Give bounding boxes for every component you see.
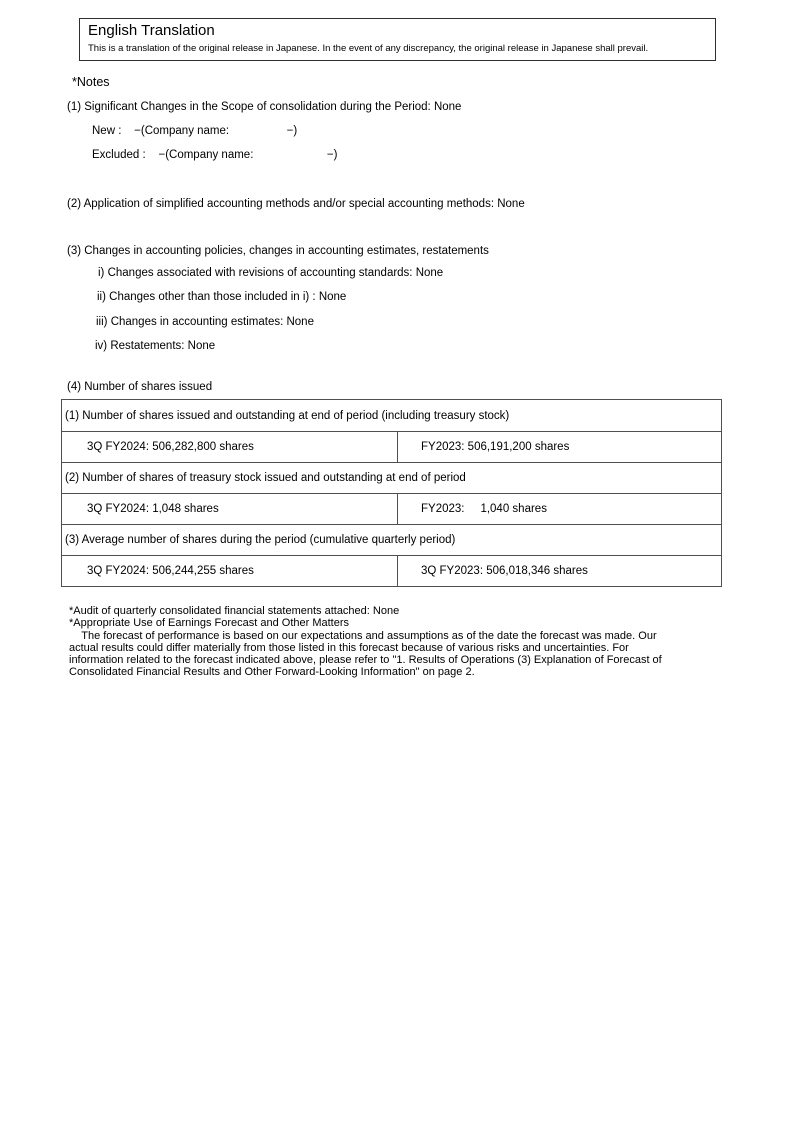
table-header-label: (1) Number of shares issued and outstanding at end of period (including treasury stock) <box>65 409 510 422</box>
note-1-scope-of-consolidation: (1) Significant Changes in the Scope of consolidation during the Period: None <box>67 101 462 113</box>
table-cell-prior-period: FY2023: 506,191,200 shares <box>397 432 721 462</box>
table-cell-current-period: 3Q FY2024: 506,282,800 shares <box>87 441 254 453</box>
note-4-shares-issued-heading: (4) Number of shares issued <box>67 381 213 393</box>
table-row-outstanding-shares <box>62 431 721 462</box>
table-cell-current-period: 3Q FY2024: 1,048 shares <box>87 503 219 515</box>
table-header-label: (3) Average number of shares during the period (cumulative quarterly period) <box>65 534 456 546</box>
note-3-item-iv: iv) Restatements: None <box>95 340 216 352</box>
note-3-accounting-changes: (3) Changes in accounting policies, changes in accounting estimates, restatements <box>67 245 489 257</box>
footer-forecast-line-2: actual results could differ materially from those listed in this forecast because of various risks and uncertainties. For <box>69 641 629 654</box>
note-2-simplified-accounting: (2) Application of simplified accounting methods and/or special accounting methods: None <box>67 198 525 210</box>
note-3-item-i: i) Changes associated with revisions of accounting standards: None <box>98 267 444 279</box>
note-1-excluded-companies: Excluded : −(Company name: −) <box>92 149 338 161</box>
table-cell-current-period: 3Q FY2024: 506,244,255 shares <box>87 565 254 577</box>
table-header-row-outstanding-shares <box>62 400 721 431</box>
table-header-label: (2) Number of shares of treasury stock issued and outstanding at end of period <box>65 472 466 484</box>
note-3-item-iii: iii) Changes in accounting estimates: None <box>96 316 314 328</box>
footer-notes <box>69 605 734 679</box>
notes-heading: *Notes <box>72 75 110 89</box>
table-row-average-shares <box>62 555 721 586</box>
translation-disclaimer: This is a translation of the original release in Japanese. In the event of any discrepancy, the original release in Japanese shall prevail. <box>88 43 649 54</box>
note-1-new-companies: New : −(Company name: −) <box>92 125 298 137</box>
footer-forecast-heading: *Appropriate Use of Earnings Forecast and Other Matters <box>69 617 350 630</box>
shares-table <box>61 399 722 587</box>
footer-forecast-line-3: information related to the forecast indicated above, please refer to "1. Results of Operations (3) Explanation of Forecast of <box>69 654 662 667</box>
footer-forecast-line-4: Consolidated Financial Results and Other Forward-Looking Information" on page 2. <box>69 666 475 679</box>
translation-header-box <box>79 18 716 61</box>
footer-forecast-line-1: The forecast of performance is based on our expectations and assumptions as of the date the forecast was made. Our <box>69 629 657 642</box>
table-header-row-average-shares <box>62 524 721 555</box>
footer-audit-line: *Audit of quarterly consolidated financial statements attached: None <box>69 605 400 617</box>
note-3-item-ii: ii) Changes other than those included in i) : None <box>97 291 347 303</box>
table-cell-prior-period: 3Q FY2023: 506,018,346 shares <box>397 556 721 586</box>
table-row-treasury-stock <box>62 493 721 524</box>
table-header-row-treasury-stock <box>62 462 721 493</box>
translation-title: English Translation <box>88 22 215 39</box>
table-cell-prior-period: FY2023: 1,040 shares <box>397 494 721 524</box>
